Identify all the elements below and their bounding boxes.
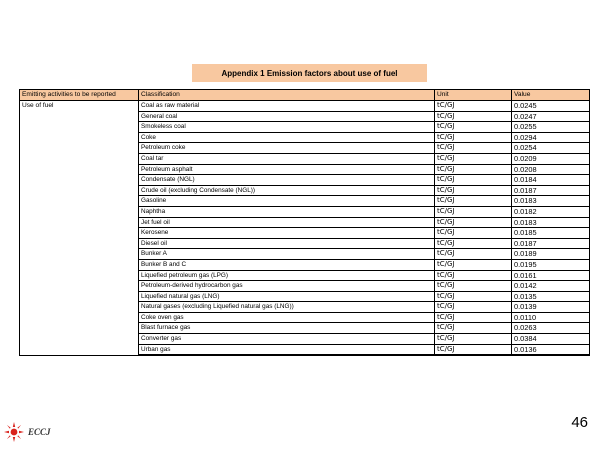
unit-cell: tC/GJ bbox=[435, 249, 512, 260]
activity-cell: Use of fuel bbox=[20, 101, 139, 356]
classification-cell: Liquefied petroleum gas (LPG) bbox=[139, 270, 435, 281]
unit-cell: tC/GJ bbox=[435, 206, 512, 217]
page-number: 46 bbox=[571, 414, 588, 431]
value-cell: 0.0183 bbox=[512, 196, 590, 207]
classification-cell: Coal as raw material bbox=[139, 101, 435, 112]
unit-cell: tC/GJ bbox=[435, 334, 512, 345]
unit-cell: tC/GJ bbox=[435, 164, 512, 175]
classification-cell: Smokeless coal bbox=[139, 122, 435, 133]
classification-cell: Bunker B and C bbox=[139, 259, 435, 270]
unit-cell: tC/GJ bbox=[435, 259, 512, 270]
unit-cell: tC/GJ bbox=[435, 270, 512, 281]
classification-cell: Gasoline bbox=[139, 196, 435, 207]
classification-cell: Coke bbox=[139, 132, 435, 143]
unit-cell: tC/GJ bbox=[435, 185, 512, 196]
header-unit: Unit bbox=[435, 90, 512, 101]
value-cell: 0.0195 bbox=[512, 259, 590, 270]
classification-cell: Petroleum asphalt bbox=[139, 164, 435, 175]
header-activity: Emitting activities to be reported bbox=[20, 90, 139, 101]
unit-cell: tC/GJ bbox=[435, 175, 512, 186]
classification-cell: Diesel oil bbox=[139, 238, 435, 249]
classification-cell: Kerosene bbox=[139, 228, 435, 239]
unit-cell: tC/GJ bbox=[435, 238, 512, 249]
unit-cell: tC/GJ bbox=[435, 101, 512, 112]
value-cell: 0.0255 bbox=[512, 122, 590, 133]
unit-cell: tC/GJ bbox=[435, 344, 512, 355]
value-cell: 0.0254 bbox=[512, 143, 590, 154]
value-cell: 0.0384 bbox=[512, 334, 590, 345]
classification-cell: Coal tar bbox=[139, 153, 435, 164]
value-cell: 0.0189 bbox=[512, 249, 590, 260]
classification-cell: Naphtha bbox=[139, 206, 435, 217]
value-cell: 0.0136 bbox=[512, 344, 590, 355]
unit-cell: tC/GJ bbox=[435, 111, 512, 122]
classification-cell: Petroleum coke bbox=[139, 143, 435, 154]
emission-factors-table bbox=[19, 89, 590, 356]
unit-cell: tC/GJ bbox=[435, 153, 512, 164]
value-cell: 0.0263 bbox=[512, 323, 590, 334]
unit-cell: tC/GJ bbox=[435, 143, 512, 154]
unit-cell: tC/GJ bbox=[435, 291, 512, 302]
eccj-logo bbox=[4, 422, 51, 442]
value-cell: 0.0142 bbox=[512, 281, 590, 292]
classification-cell: Petroleum-derived hydrocarbon gas bbox=[139, 281, 435, 292]
value-cell: 0.0139 bbox=[512, 302, 590, 313]
value-cell: 0.0187 bbox=[512, 185, 590, 196]
classification-cell: Natural gases (excluding Liquefied natural gas (LNG)) bbox=[139, 302, 435, 313]
unit-cell: tC/GJ bbox=[435, 228, 512, 239]
value-cell: 0.0209 bbox=[512, 153, 590, 164]
value-cell: 0.0110 bbox=[512, 312, 590, 323]
classification-cell: Crude oil (excluding Condensate (NGL)) bbox=[139, 185, 435, 196]
header-classification: Classification bbox=[139, 90, 435, 101]
value-cell: 0.0161 bbox=[512, 270, 590, 281]
unit-cell: tC/GJ bbox=[435, 122, 512, 133]
logo-text: ECCJ bbox=[28, 427, 51, 437]
unit-cell: tC/GJ bbox=[435, 312, 512, 323]
unit-cell: tC/GJ bbox=[435, 281, 512, 292]
value-cell: 0.0208 bbox=[512, 164, 590, 175]
classification-cell: Coke oven gas bbox=[139, 312, 435, 323]
classification-cell: Jet fuel oil bbox=[139, 217, 435, 228]
table-header-row bbox=[20, 90, 590, 101]
classification-cell: Converter gas bbox=[139, 334, 435, 345]
classification-cell: General coal bbox=[139, 111, 435, 122]
value-cell: 0.0184 bbox=[512, 175, 590, 186]
classification-cell: Blast furnace gas bbox=[139, 323, 435, 334]
table-row bbox=[20, 101, 590, 112]
value-cell: 0.0247 bbox=[512, 111, 590, 122]
sunburst-icon bbox=[4, 422, 24, 442]
classification-cell: Condensate (NGL) bbox=[139, 175, 435, 186]
classification-cell: Liquefied natural gas (LNG) bbox=[139, 291, 435, 302]
value-cell: 0.0182 bbox=[512, 206, 590, 217]
header-value: Value bbox=[512, 90, 590, 101]
value-cell: 0.0294 bbox=[512, 132, 590, 143]
value-cell: 0.0245 bbox=[512, 101, 590, 112]
value-cell: 0.0135 bbox=[512, 291, 590, 302]
classification-cell: Bunker A bbox=[139, 249, 435, 260]
table-title: Appendix 1 Emission factors about use of fuel bbox=[192, 64, 427, 82]
classification-cell: Urban gas bbox=[139, 344, 435, 355]
unit-cell: tC/GJ bbox=[435, 132, 512, 143]
value-cell: 0.0183 bbox=[512, 217, 590, 228]
value-cell: 0.0187 bbox=[512, 238, 590, 249]
unit-cell: tC/GJ bbox=[435, 302, 512, 313]
unit-cell: tC/GJ bbox=[435, 196, 512, 207]
unit-cell: tC/GJ bbox=[435, 217, 512, 228]
unit-cell: tC/GJ bbox=[435, 323, 512, 334]
value-cell: 0.0185 bbox=[512, 228, 590, 239]
